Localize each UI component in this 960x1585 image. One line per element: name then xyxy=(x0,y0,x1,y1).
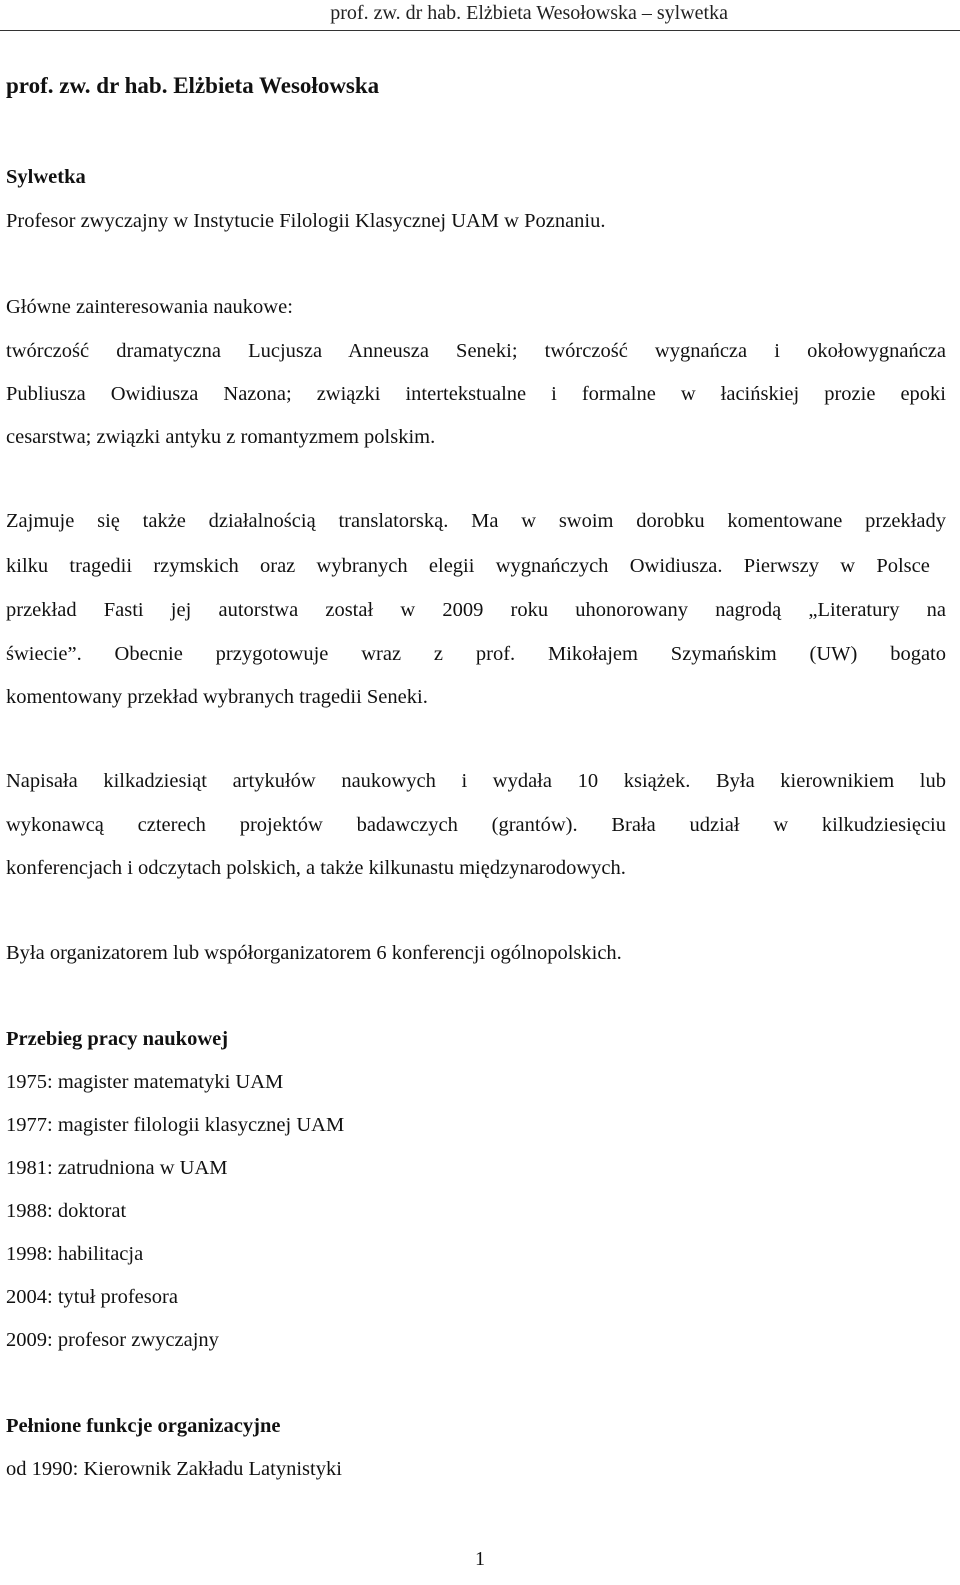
section-heading-functions: Pełnione funkcje organizacyjne xyxy=(6,1415,281,1437)
translation-line: Zajmuje się także działalnością translatorską. Ma w swoim dorobku komentowane przekłady xyxy=(6,510,946,532)
career-item: 1975: magister matematyki UAM xyxy=(6,1071,284,1093)
interests-intro: Główne zainteresowania naukowe: xyxy=(6,296,293,318)
section-heading-profile: Sylwetka xyxy=(6,166,86,188)
conferences-statement: Była organizatorem lub współorganizatorem 6 konferencji ogólnopolskich. xyxy=(6,942,622,964)
page-number: 1 xyxy=(475,1548,485,1570)
career-item: 1981: zatrudniona w UAM xyxy=(6,1157,228,1179)
career-item: 1988: doktorat xyxy=(6,1200,127,1222)
function-item: od 1990: Kierownik Zakładu Latynistyki xyxy=(6,1458,342,1480)
publications-line: wykonawcą czterech projektów badawczych (grantów). Brała udział w kilkudziesięciu xyxy=(6,814,946,836)
publications-line: konferencjach i odczytach polskich, a także kilkunastu międzynarodowych. xyxy=(6,857,626,879)
translation-line: świecie”. Obecnie przygotowuje wraz z prof. Mikołajem Szymańskim (UW) bogato xyxy=(6,643,946,665)
running-header: prof. zw. dr hab. Elżbieta Wesołowska – sylwetka xyxy=(330,2,728,24)
translation-line: przekład Fasti jej autorstwa został w 2009 roku uhonorowany nagrodą „Literatury na xyxy=(6,599,946,621)
translation-line: komentowany przekład wybranych tragedii Seneki. xyxy=(6,686,428,708)
interests-line: Publiusza Owidiusza Nazona; związki intertekstualne i formalne w łacińskiej prozie epoki xyxy=(6,383,946,405)
interests-line: twórczość dramatyczna Lucjusza Anneusza Seneki; twórczość wygnańcza i okołowygnańcza xyxy=(6,340,946,362)
position-statement: Profesor zwyczajny w Instytucie Filologii Klasycznej UAM w Poznaniu. xyxy=(6,210,606,232)
interests-line: cesarstwa; związki antyku z romantyzmem polskim. xyxy=(6,426,436,448)
header-divider xyxy=(0,30,960,31)
document-title: prof. zw. dr hab. Elżbieta Wesołowska xyxy=(6,73,380,98)
career-item: 2009: profesor zwyczajny xyxy=(6,1329,219,1351)
career-item: 1998: habilitacja xyxy=(6,1243,144,1265)
career-item: 1977: magister filologii klasycznej UAM xyxy=(6,1114,345,1136)
translation-line: kilku tragedii rzymskich oraz wybranych elegii wygnańczych Owidiusza. Pierwszy w Polsce xyxy=(6,555,930,577)
section-heading-career: Przebieg pracy naukowej xyxy=(6,1028,229,1050)
career-item: 2004: tytuł profesora xyxy=(6,1286,178,1308)
publications-line: Napisała kilkadziesiąt artykułów naukowych i wydała 10 książek. Była kierownikiem lub xyxy=(6,770,946,792)
